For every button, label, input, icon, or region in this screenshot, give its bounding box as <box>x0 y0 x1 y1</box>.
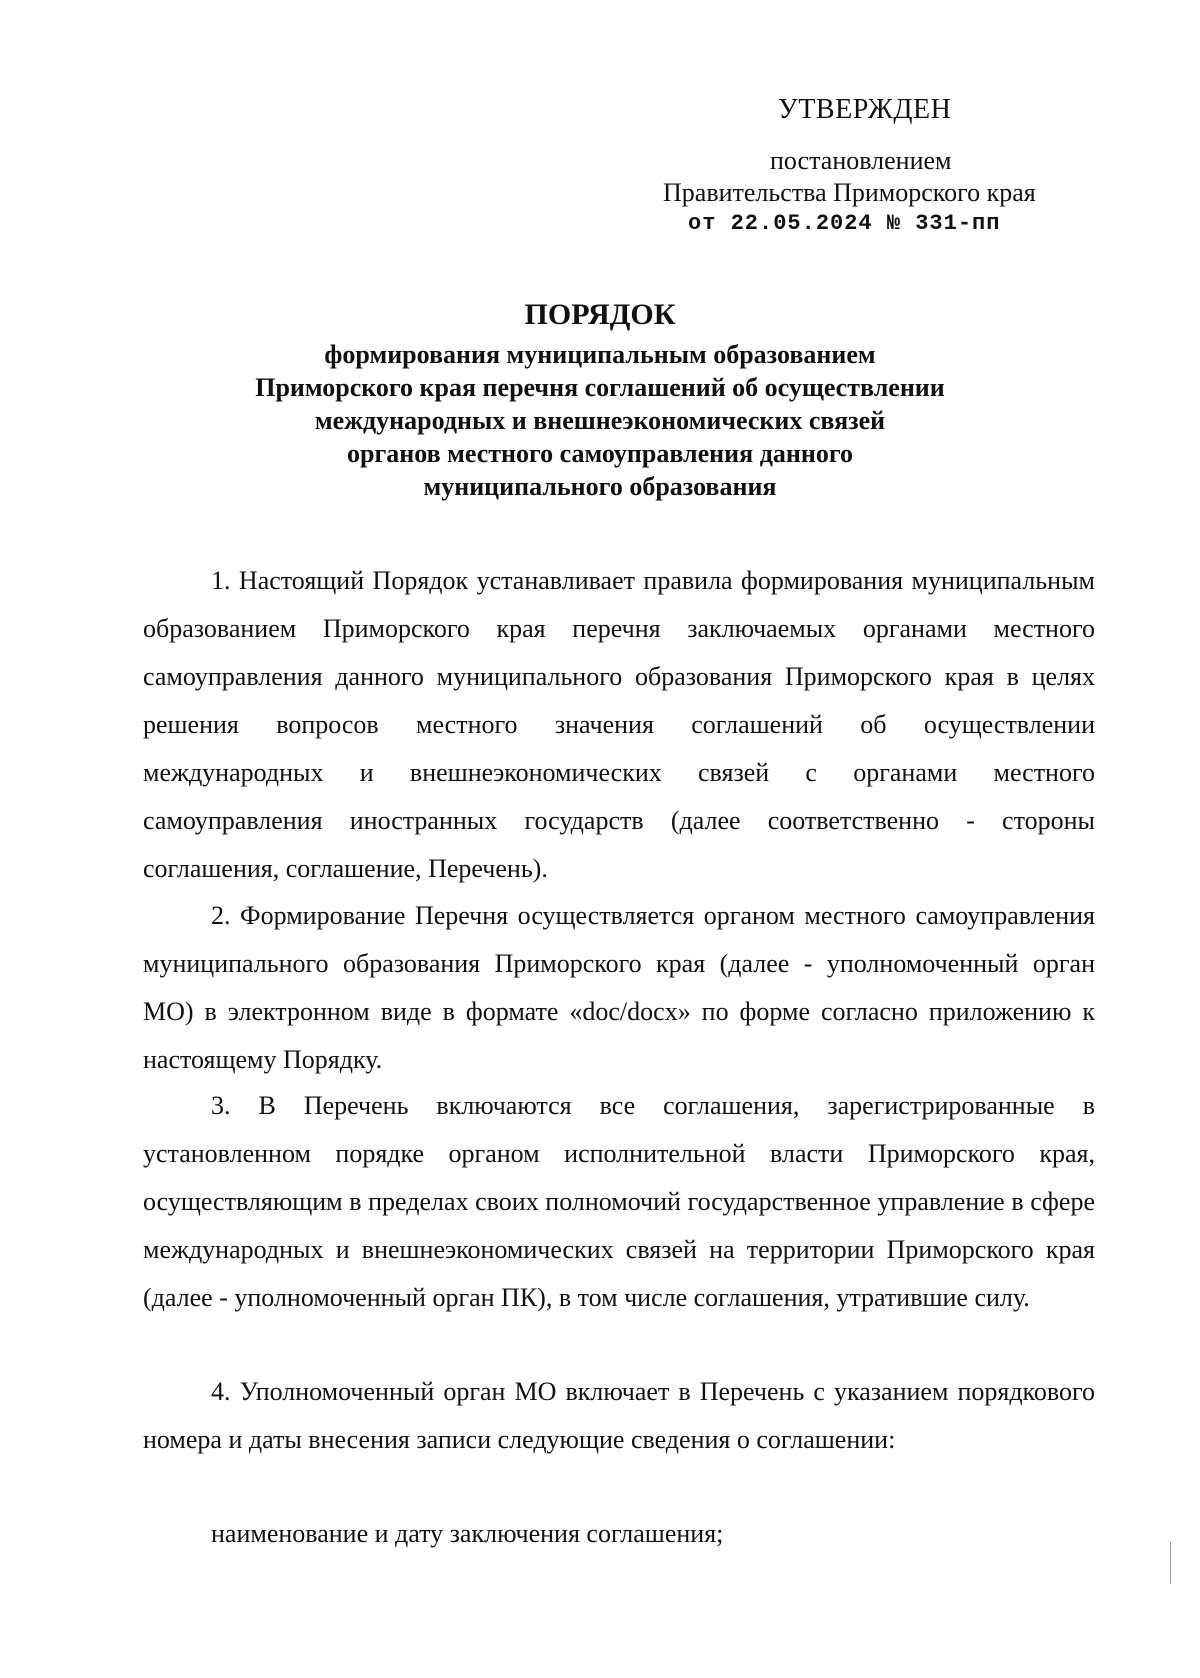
subtitle-line: формирования муниципальным образованием <box>324 340 876 369</box>
paragraph-2: 2. Формирование Перечня осуществляется органом местного самоуправления муниципального образования Приморского края (далее - уполномоченный орган МО) в электронном виде в формате «doc/docx» по форме согласно приложению к настоящему Порядку. <box>143 901 1095 1074</box>
subtitle-line: международных и внешнеэкономических связей <box>314 406 886 435</box>
approval-date-number: от 22.05.2024 № 331-пп <box>688 211 1001 236</box>
subtitle-line: муниципального образования <box>423 472 777 501</box>
subtitle-line: Приморского края перечня соглашений об осуществлении <box>255 373 945 402</box>
approval-title: УТВЕРЖДЕН <box>778 94 952 125</box>
paragraph-1: 1. Настоящий Порядок устанавливает правила формирования муниципальным образованием Приморского края перечня заключаемых органами местного самоуправления данного муниципального образования Приморского края в целях решения вопросов местного значения соглашений об осуществлении международных и внешнеэкономических связей с органами местного самоуправления иностранных государств (далее соответственно - стороны соглашения, соглашение, Перечень). <box>143 566 1095 883</box>
scan-edge-mark <box>1170 1542 1171 1584</box>
paragraph-4-item-1: наименование и дату заключения соглашения; <box>211 1519 724 1548</box>
paragraph-3: 3. В Перечень включаются все соглашения, зарегистрированные в установленном порядке органом исполнительной власти Приморского края, осуществляющим в пределах своих полномочий государственное управление в сфере международных и внешнеэкономических связей на территории Приморского края (далее - уполномоченный орган ПК), в том числе соглашения, утратившие силу. <box>143 1091 1095 1312</box>
document-title: ПОРЯДОК <box>524 298 676 331</box>
approval-line-government: Правительства Приморского края <box>663 178 1036 207</box>
paragraph-4: 4. Уполномоченный орган МО включает в Перечень с указанием порядкового номера и даты внесения записи следующие сведения о соглашении: <box>143 1377 1095 1454</box>
document-subtitle <box>150 338 1050 503</box>
subtitle-line: органов местного самоуправления данного <box>347 439 853 468</box>
approval-line-resolution: постановлением <box>770 146 952 175</box>
